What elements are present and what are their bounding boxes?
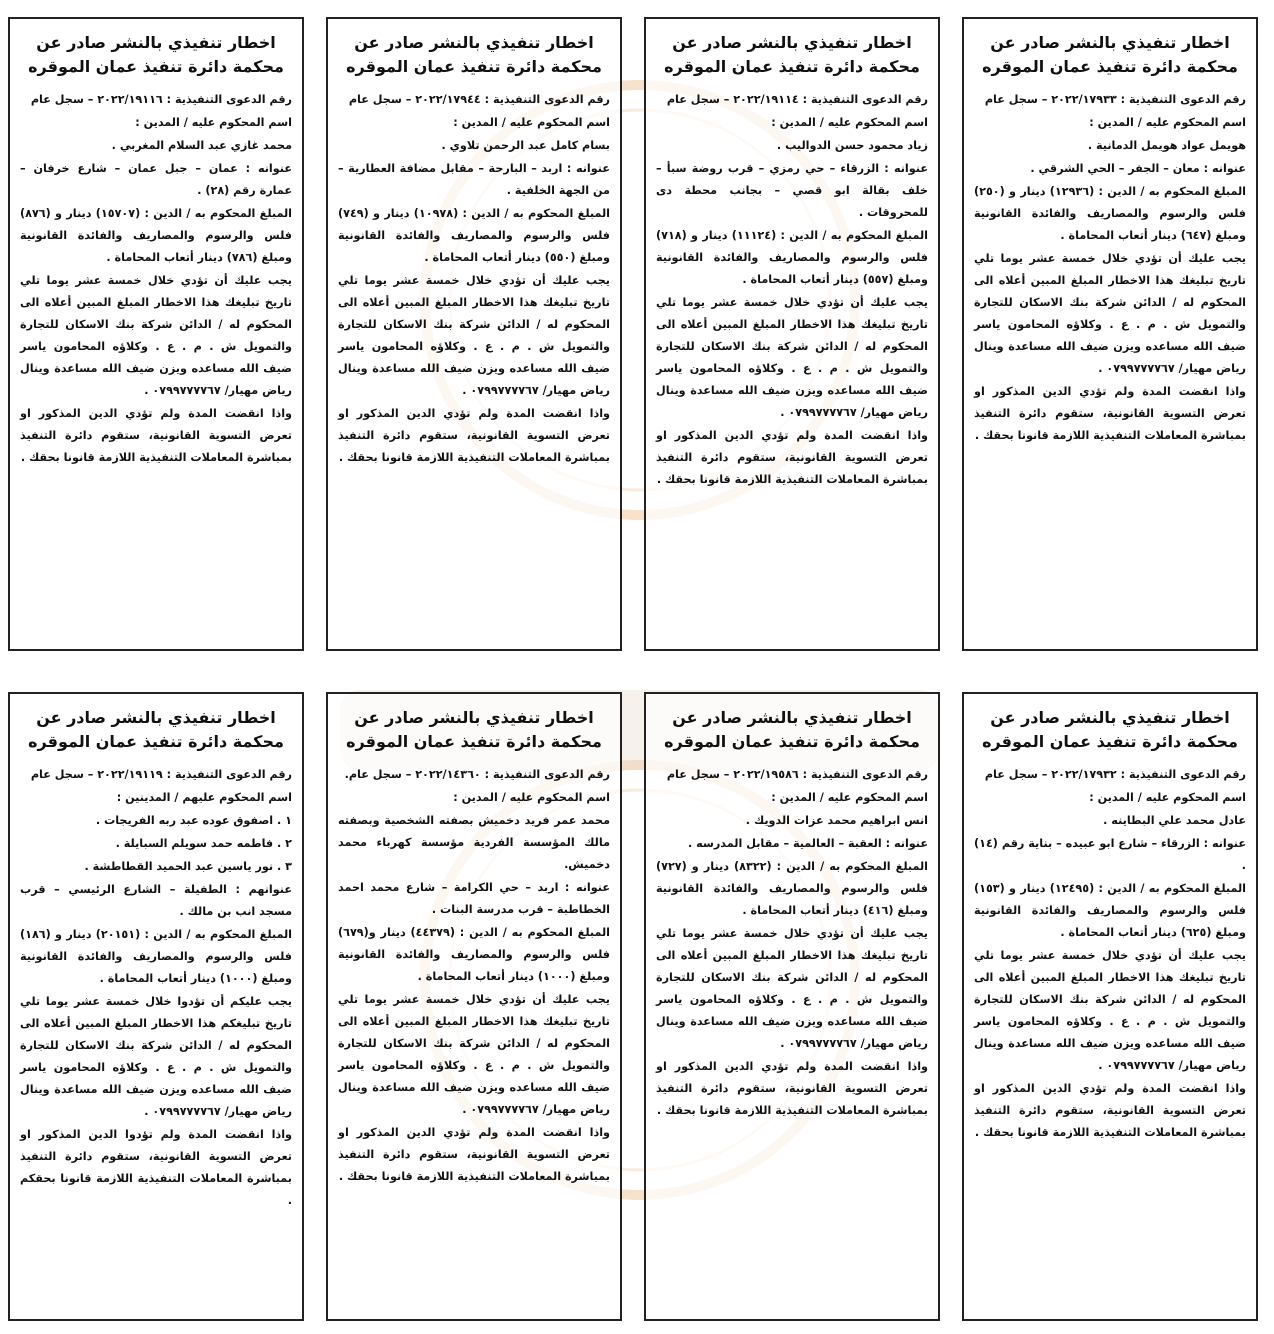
closing-warning: واذا انقضت المدة ولم تؤدي الدين المذكور او تعرض التسوية القانونية، ستقوم دائرة التنفيذ بمباشرة المعاملات التنفيذية اللازمة قانونا بحقك . (656, 429, 928, 486)
debtor-address: عنوانه : اربد – حي الكرامة – شارع محمد احمد الخطاطبة – قرب مدرسة البنات . (338, 881, 610, 916)
case-number: رقم الدعوى التنفيذية : ٢٠٢٢/١٧٩٣٢ – سجل عام (984, 768, 1246, 781)
notice-title-line2: محكمة دائرة تنفيذ عمان الموقره (28, 732, 284, 751)
notice-title-line1: اخطار تنفيذي بالنشر صادر عن (672, 708, 912, 727)
debtor-name: انس ابراهيم محمد عزات الدويك . (745, 814, 928, 827)
court-notice-3 (326, 17, 622, 651)
closing-warning: واذا انقضت المدة ولم تؤدي الدين المذكور او تعرض التسوية القانونية، ستقوم دائرة التنفيذ بمباشرة المعاملات التنفيذية اللازمة قانونا بحقك . (974, 385, 1246, 442)
judgment-amount: المبلغ المحكوم به / الدين : (٢٠١٥١) دينار و (١٨٦) فلس والرسوم والمصاريف والفائدة القانونية ومبلغ (١٠٠٠) دينار أتعاب المحاماة . (20, 928, 292, 985)
debtor-address: عنوانه : عمان – جبل عمان – شارع خرفان – عمارة رقم (٢٨) . (20, 162, 292, 197)
notice-title-line2: محكمة دائرة تنفيذ عمان الموقره (982, 732, 1238, 751)
payment-demand: يجب عليك أن تؤدي خلال خمسة عشر يوما تلي تاريخ تبليغك هذا الاخطار المبلغ المبين أعلاه الى المحكوم له / الدائن شركة بنك الاسكان للتجارة والتمويل ش . م . ع . وكلاؤه المحامون ياسر ضيف الله مساعده ويزن ضيف الله مساعدة وينال رياض مهيار/ ٠٧٩٩٧٧٧٧٦٧ . (974, 252, 1246, 375)
debtor-address: عنوانه : الزرقاء – حي رمزي – قرب روضة سبأ – خلف بقالة ابو قصي – بجانب محطة دى للمحروقات . (656, 162, 928, 219)
debtor-name-2: ٢ . فاطمه حمد سويلم السبايلة . (115, 837, 292, 850)
debtors-label: اسم المحكوم عليهم / المدينين : (116, 791, 292, 804)
case-number: رقم الدعوى التنفيذية : ٢٠٢٢/١٤٣٦٠ – سجل عام. (344, 768, 610, 781)
payment-demand: يجب عليك أن تؤدي خلال خمسة عشر يوما تلي تاريخ تبليغك هذا الاخطار المبلغ المبين أعلاه الى المحكوم له / الدائن شركة بنك الاسكان للتجارة والتمويل ش . م . ع . وكلاؤه المحامون ياسر ضيف الله مساعده ويزن ضيف الله مساعدة وينال رياض مهيار/ ٠٧٩٩٧٧٧٧٦٧ . (974, 949, 1246, 1072)
closing-warning: واذا انقضت المدة ولم تؤدي الدين المذكور او تعرض التسوية القانونية، ستقوم دائرة التنفيذ بمباشرة المعاملات التنفيذية اللازمة قانونا بحقك . (20, 407, 292, 464)
court-notice-8 (8, 692, 304, 1321)
payment-demand: يجب عليك أن تؤدي خلال خمسة عشر يوما تلي تاريخ تبليغك هذا الاخطار المبلغ المبين أعلاه الى المحكوم له / الدائن شركة بنك الاسكان للتجارة والتمويل ش . م . ع . وكلاؤه المحامون ياسر ضيف الله مساعده ويزن ضيف الله مساعدة وينال رياض مهيار/ ٠٧٩٩٧٧٧٧٦٧ . (338, 993, 610, 1116)
debtor-name: بسام كامل عبد الرحمن تلاوي . (441, 139, 610, 152)
debtor-name-3: ٣ . نور ياسين عبد الحميد القطاطشة . (84, 860, 292, 873)
debtor-name: محمد غازي عبد السلام المغربي . (111, 139, 292, 152)
notice-title (338, 706, 610, 754)
case-number: رقم الدعوى التنفيذية : ٢٠٢٢/١٩٥٨٦ – سجل عام (666, 768, 928, 781)
notice-title (656, 706, 928, 754)
payment-demand: يجب عليكم أن تؤدوا خلال خمسة عشر يوما تلي تاريخ تبليغكم هذا الاخطار المبلغ المبين أعلاه الى المحكوم له / الدائن شركة بنك الاسكان للتجارة والتمويل ش . م . ع . وكلاؤه المحامون ياسر ضيف الله مساعده ويزن ضيف الله مساعدة وينال رياض مهيار/ ٠٧٩٩٧٧٧٧٦٧ . (20, 995, 292, 1118)
notice-title-line1: اخطار تنفيذي بالنشر صادر عن (990, 33, 1230, 52)
case-number: رقم الدعوى التنفيذية : ٢٠٢٢/١٩١١٤ – سجل عام (666, 93, 928, 106)
judgment-amount: المبلغ المحكوم به / الدين : (٤٤٣٧٩) دينار و(٦٧٩) فلس والرسوم والمصاريف والفائدة القانونية ومبلغ (١٠٠٠) دينار أتعاب المحاماة . (338, 926, 610, 983)
notice-title (20, 706, 292, 754)
payment-demand: يجب عليك أن تؤدي خلال خمسة عشر يوما تلي تاريخ تبليغك هذا الاخطار المبلغ المبين أعلاه الى المحكوم له / الدائن شركة بنك الاسكان للتجارة والتمويل ش . م . ع . وكلاؤه المحامون ياسر ضيف الله مساعده ويزن ضيف الله مساعدة وينال رياض مهيار/ ٠٧٩٩٧٧٧٧٦٧ . (338, 274, 610, 397)
debtor-label: اسم المحكوم عليه / المدين : (1089, 116, 1246, 129)
debtor-name: زياد محمود حسن الدواليب . (776, 139, 928, 152)
payment-demand: يجب عليك أن تؤدي خلال خمسة عشر يوما تلي تاريخ تبليغك هذا الاخطار المبلغ المبين أعلاه الى المحكوم له / الدائن شركة بنك الاسكان للتجارة والتمويل ش . م . ع . وكلاؤه المحامون ياسر ضيف الله مساعده ويزن ضيف الله مساعدة وينال رياض مهيار/ ٠٧٩٩٧٧٧٧٦٧ . (656, 927, 928, 1050)
notice-title-line2: محكمة دائرة تنفيذ عمان الموقره (664, 732, 920, 751)
judgment-amount: المبلغ المحكوم به / الدين : (١٥٧٠٧) دينار و (٨٧٦) فلس والرسوم والمصاريف والفائدة القانونية ومبلغ (٧٨٦) دينار أتعاب المحاماة . (20, 207, 292, 264)
judgment-amount: المبلغ المحكوم به / الدين : (١٠٩٧٨) دينار و (٧٤٩) فلس والرسوم والمصاريف والفائدة القانونية ومبلغ (٥٥٠) دينار أتعاب المحاماة . (338, 207, 610, 264)
debtor-name-1: ١ . اصفوق عوده عبد ربه الفريجات . (95, 814, 292, 827)
closing-warning: واذا انقضت المدة ولم تؤدي الدين المذكور او تعرض التسوية القانونية، ستقوم دائرة التنفيذ بمباشرة المعاملات التنفيذية اللازمة قانونا بحقك . (338, 1126, 610, 1183)
court-notice-6 (644, 692, 940, 1321)
judgment-amount: المبلغ المحكوم به / الدين : (١٢٤٩٥) دينار و (١٥٣) فلس والرسوم والمصاريف والفائدة القانونية ومبلغ (٦٢٥) دينار أتعاب المحاماة . (974, 882, 1246, 939)
closing-warning: واذا انقضت المدة ولم تؤدي الدين المذكور او تعرض التسوية القانونية، ستقوم دائرة التنفيذ بمباشرة المعاملات التنفيذية اللازمة قانونا بحقك . (656, 1060, 928, 1117)
notice-title (20, 31, 292, 79)
closing-warning: واذا انقضت المدة ولم تؤدوا الدين المذكور او تعرض التسوية القانونية، ستقوم دائرة التنفيذ بمباشرة المعاملات التنفيذية اللازمة قانونا بحقكم . (20, 1128, 292, 1207)
court-notice-4 (8, 17, 304, 651)
debtor-name: محمد عمر فريد دخميش بصفته الشخصية وبصفته مالك المؤسسة الفردية مؤسسة كهرباء محمد دخميش. (338, 814, 610, 871)
debtor-label: اسم المحكوم عليه / المدين : (453, 791, 610, 804)
notice-title-line2: محكمة دائرة تنفيذ عمان الموقره (346, 57, 602, 76)
debtor-name: عادل محمد علي البطاينه . (1103, 814, 1246, 827)
notice-title-line1: اخطار تنفيذي بالنشر صادر عن (36, 708, 276, 727)
debtor-address: عنوانه : الزرقاء – شارع ابو عبيده – بناية رقم (١٤) . (974, 837, 1246, 872)
notice-title-line2: محكمة دائرة تنفيذ عمان الموقره (664, 57, 920, 76)
judgment-amount: المبلغ المحكوم به / الدين : (٨٣٢٢) دينار و (٧٢٧) فلس والرسوم والمصاريف والفائدة القانونية ومبلغ (٤١٦) دينار أتعاب المحاماة . (656, 860, 928, 917)
notice-title-line1: اخطار تنفيذي بالنشر صادر عن (990, 708, 1230, 727)
notice-title-line2: محكمة دائرة تنفيذ عمان الموقره (28, 57, 284, 76)
notice-title (338, 31, 610, 79)
notice-title (974, 706, 1246, 754)
notice-title (974, 31, 1246, 79)
notice-title-line1: اخطار تنفيذي بالنشر صادر عن (354, 708, 594, 727)
notice-title-line1: اخطار تنفيذي بالنشر صادر عن (672, 33, 912, 52)
notice-title-line1: اخطار تنفيذي بالنشر صادر عن (354, 33, 594, 52)
case-number: رقم الدعوى التنفيذية : ٢٠٢٢/١٩١١٦ – سجل عام (30, 93, 292, 106)
debtor-label: اسم المحكوم عليه / المدين : (1089, 791, 1246, 804)
notice-title-line2: محكمة دائرة تنفيذ عمان الموقره (982, 57, 1238, 76)
debtor-label: اسم المحكوم عليه / المدين : (771, 116, 928, 129)
debtor-label: اسم المحكوم عليه / المدين : (135, 116, 292, 129)
debtor-address: عنوانه : معان – الجفر – الحي الشرقي . (1030, 162, 1246, 175)
closing-warning: واذا انقضت المدة ولم تؤدي الدين المذكور او تعرض التسوية القانونية، ستقوم دائرة التنفيذ بمباشرة المعاملات التنفيذية اللازمة قانونا بحقك . (338, 407, 610, 464)
notice-title-line1: اخطار تنفيذي بالنشر صادر عن (36, 33, 276, 52)
debtor-address: عنوانهم : الطفيلة – الشارع الرئيسي – قرب مسجد انب بن مالك . (20, 883, 292, 918)
judgment-amount: المبلغ المحكوم به / الدين : (١١١٢٤) دينار و (٧١٨) فلس والرسوم والمصاريف والفائدة القانونية ومبلغ (٥٥٧) دينار أتعاب المحاماة . (656, 229, 928, 286)
court-notice-1 (962, 17, 1258, 651)
notice-title-line2: محكمة دائرة تنفيذ عمان الموقره (346, 732, 602, 751)
debtor-address: عنوانه : العقبة – العالمية – مقابل المدرسه . (687, 837, 928, 850)
debtor-name: هويمل عواد هويمل الدمانية . (1087, 139, 1246, 152)
debtor-address: عنوانه : اربد – البارحة – مقابل مضافة العطارية – من الجهة الخلفية . (338, 162, 610, 197)
debtor-label: اسم المحكوم عليه / المدين : (453, 116, 610, 129)
case-number: رقم الدعوى التنفيذية : ٢٠٢٢/١٧٩٣٣ – سجل عام (984, 93, 1246, 106)
payment-demand: يجب عليك أن تؤدي خلال خمسة عشر يوما تلي تاريخ تبليغك هذا الاخطار المبلغ المبين أعلاه الى المحكوم له / الدائن شركة بنك الاسكان للتجارة والتمويل ش . م . ع . وكلاؤه المحامون ياسر ضيف الله مساعده ويزن ضيف الله مساعدة وينال رياض مهيار/ ٠٧٩٩٧٧٧٧٦٧ . (656, 296, 928, 419)
debtor-label: اسم المحكوم عليه / المدين : (771, 791, 928, 804)
closing-warning: واذا انقضت المدة ولم تؤدي الدين المذكور او تعرض التسوية القانونية، ستقوم دائرة التنفيذ بمباشرة المعاملات التنفيذية اللازمة قانونا بحقك . (974, 1082, 1246, 1139)
court-notice-5 (962, 692, 1258, 1321)
judgment-amount: المبلغ المحكوم به / الدين : (١٢٩٣٦) دينار و (٢٥٠) فلس والرسوم والمصاريف والفائدة القانونية ومبلغ (٦٤٧) دينار أتعاب المحاماة . (974, 185, 1246, 242)
court-notice-7 (326, 692, 622, 1321)
case-number: رقم الدعوى التنفيذية : ٢٠٢٢/١٧٩٤٤ – سجل عام (348, 93, 610, 106)
notice-title (656, 31, 928, 79)
payment-demand: يجب عليك أن تؤدي خلال خمسة عشر يوما تلي تاريخ تبليغك هذا الاخطار المبلغ المبين أعلاه الى المحكوم له / الدائن شركة بنك الاسكان للتجارة والتمويل ش . م . ع . وكلاؤه المحامون ياسر ضيف الله مساعده ويزن ضيف الله مساعدة وينال رياض مهيار/ ٠٧٩٩٧٧٧٧٦٧ . (20, 274, 292, 397)
case-number: رقم الدعوى التنفيذية : ٢٠٢٢/١٩١١٩ – سجل عام (30, 768, 292, 781)
court-notice-2 (644, 17, 940, 651)
